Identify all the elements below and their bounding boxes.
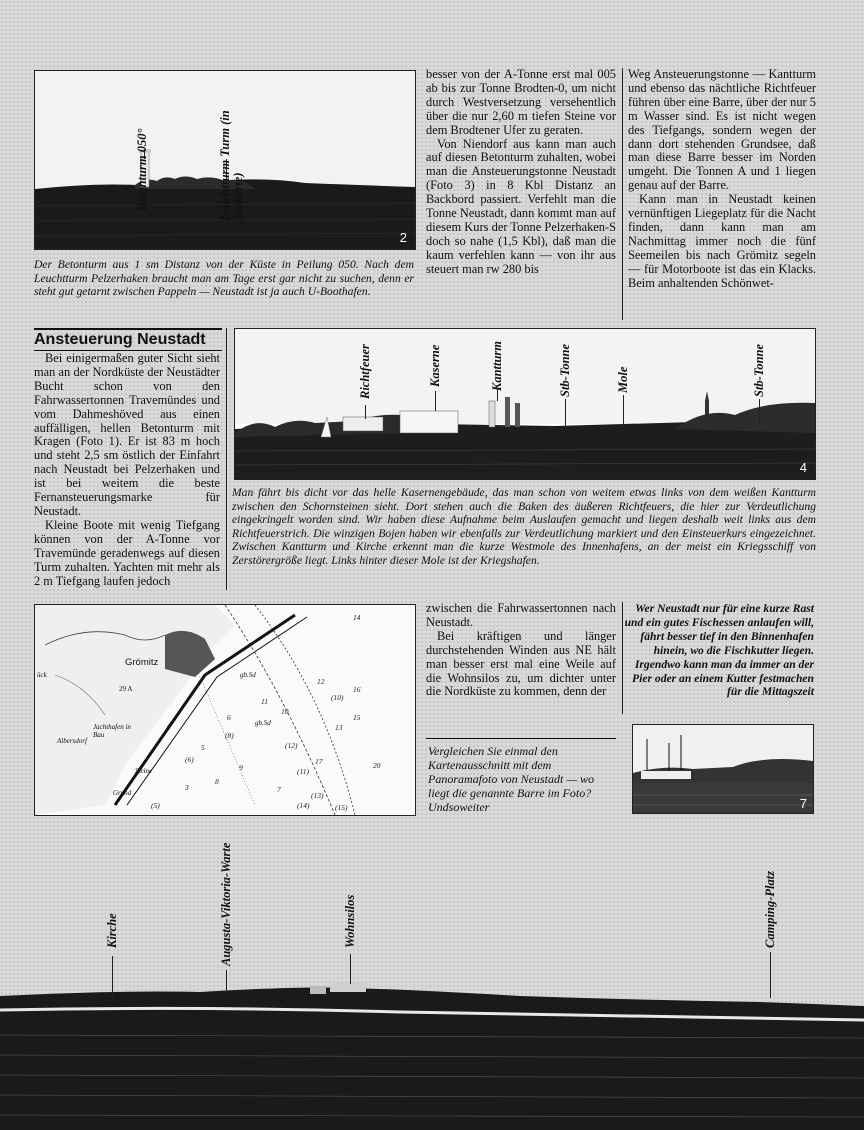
map-label-grund: Grund	[113, 789, 132, 797]
map-depth-sounding: (14)	[297, 801, 310, 810]
column-bottom-middle	[426, 602, 616, 699]
panorama-label-augusta-viktoria-warte: Augusta-Viktoria-Warte	[219, 842, 233, 966]
map-caption-rule	[426, 738, 616, 739]
panorama-label-wohnsilos: Wohnsilos	[343, 894, 357, 948]
map-depth-sounding: 15	[353, 713, 361, 722]
map-depth-sounding: (12)	[285, 741, 298, 750]
photo2-caption: Der Betonturm aus 1 sm Distanz von der Küste in Peilung 050. Nach dem Leuchtturm Pelzerhaken braucht man am Tage erst gar nicht zu suchen, denn er steht gut getarnt zwischen Pappeln — Neustadt ist ja auch U-Boothafen.	[34, 258, 414, 299]
chart-map	[34, 604, 416, 816]
map-label-gbsd-1: gb.Sd	[240, 671, 256, 679]
column-top-right	[628, 68, 816, 291]
map-label-albersdorf: Albersdorf	[57, 737, 87, 745]
paragraph: Kleine Boote mit wenig Tiefgang können von der A-Tonne vor Travemünde geradenwegs auf diesen Turm zuhalten. Yachten mit mehr als 2 m Tiefgang laufen jedoch	[34, 517, 220, 588]
column-divider	[622, 602, 623, 714]
photo-fischkutter-hafen	[632, 724, 814, 814]
photo4-label-kaserne: Kaserne	[428, 344, 442, 387]
paragraph: Weg Ansteuerungstonne — Kantturm und ebenso das nächtliche Richtfeuer führen über eine Barre, über der nur 5 m Wasser sind. Es ist nicht wegen des Tiefgangs, sondern wegen der dann dort stehenden Grundsee, daß man diese Barre besser im Norden umgeht. Die Tonnen A und 1 liegen genau auf der Barre.	[628, 67, 816, 193]
chart-map-drawing	[35, 605, 415, 815]
paragraph: Kann man in Neustadt keinen vernünftigen Liegeplatz für die Nacht finden, dann kann man am Nachmittag immer noch die fünf Seemeilen bis nach Grömitz segeln — für Motorboote ist das ein Klacks. Beim anhaltenden Schönwet-	[628, 192, 816, 290]
photo2-label-leuchtturm: Leuchtturm Turm (in Seekarte)	[218, 110, 245, 221]
panorama-label-kirche: Kirche	[105, 913, 119, 948]
map-depth-sounding: 6	[227, 713, 231, 722]
panorama-label-camping-platz: Camping-Platz	[763, 870, 777, 948]
map-depth-sounding: (15)	[335, 803, 348, 812]
map-depth-sounding: 8	[215, 777, 219, 786]
paragraph: Bei kräftigen und länger durchstehenden Winden aus NE hält man besser erst mal eine Weile auf die Wohnsilos zu, um dichter unter die Nordküste zu kommen, denn der	[426, 628, 616, 699]
photo2-number: 2	[399, 230, 407, 245]
column-top-middle	[426, 68, 616, 277]
map-depth-sounding: 14	[353, 613, 361, 622]
section-heading: Ansteuerung Neustadt	[34, 331, 206, 348]
map-depth-sounding: 4	[167, 721, 171, 730]
photo-coast-panorama	[0, 820, 864, 1130]
paragraph: zwischen die Fahrwassertonnen nach Neustadt.	[426, 601, 616, 629]
map-depth-sounding: 3	[185, 783, 189, 792]
photo4-label-mole: Mole	[616, 366, 630, 393]
map-label-ueck: ück	[37, 671, 47, 679]
map-caption: Vergleichen Sie einmal den Kartenausschnitt mit dem Panoramafoto von Neustadt — wo liegt die genannte Barre im Foto? Undsoweiter	[428, 744, 595, 814]
column-divider	[226, 328, 227, 590]
map-depth-sounding: 13	[335, 723, 343, 732]
photo-neustadt-panorama	[234, 328, 816, 480]
photo4-label-richtfeuer: Richtfeuer	[358, 344, 372, 399]
map-depth-sounding: 7	[277, 785, 281, 794]
photo-betonturm	[34, 70, 416, 250]
map-label-gbsd-2: gb.Sd	[255, 719, 271, 727]
paragraph: Von Niendorf aus kann man auch auf diesen Betonturm zuhalten, wobei man die Ansteuerungstonne Neustadt (Foto 3) in 8 Kbl Distanz an Backbord passiert. Verfehlt man die Tonne Neustadt, dann kommt man auf diesem Kurs der Tonne Pelzerhaken-S doch so nahe (1,5 Kbl), daß man die kaum verfehlen kann — von ihr aus steuert man rw 280 bis	[426, 136, 616, 276]
paragraph: Bei einigermaßen guter Sicht sieht man an der Nordküste der Neustädter Bucht schon von den Fahrwassertonnen Travemündes und vom Dahmeshöved aus einen auffälligen, hellen Betonturm mit Kragen (Foto 1). Er ist 83 m hoch und steht 2,5 sm östlich der Einfahrt nach Neustadt bei Pelzerhaken und ist bei weitem die beste Fernansteuerungsmarke für Neustadt.	[34, 351, 220, 518]
photo7-number: 7	[799, 796, 807, 811]
section-body	[34, 352, 220, 588]
map-depth-sounding: 5	[201, 743, 205, 752]
paragraph: besser von der A-Tonne erst mal 005 ab bis zur Tonne Brodten-0, um nicht durch Westversetzung versehentlich über die nur 2,60 m tiefen Steine vor dem Brodtener Ufer zu geraten.	[426, 67, 616, 137]
map-depth-sounding: 16	[353, 685, 361, 694]
photo2-label-betonturm: Betonturm 050°	[135, 128, 149, 211]
map-depth-sounding: (13)	[311, 791, 324, 800]
map-depth-sounding: 12	[317, 677, 325, 686]
photo7-image	[633, 725, 813, 813]
map-label-jachthafen: Jachthafen in Bau	[93, 723, 131, 739]
map-label-steine: Steine	[135, 767, 153, 775]
column-divider	[622, 68, 623, 320]
map-depth-sounding: (10)	[331, 693, 344, 702]
map-depth-sounding: (11)	[297, 767, 309, 776]
map-depth-sounding: 17	[315, 757, 323, 766]
map-depth-sounding: 20	[373, 761, 381, 770]
photo4-number: 4	[799, 460, 807, 475]
map-depth-sounding: 11	[261, 697, 268, 706]
map-depth-sounding: (6)	[185, 755, 194, 764]
map-label-29a: 29 A	[119, 685, 133, 693]
panorama-image	[0, 820, 864, 1130]
photo4-caption: Man fährt bis dicht vor das helle Kasernengebäude, das man schon von weitem etwas links von dem weißen Kantturm zwischen den Schornsteinen sieht. Dort stehen auch die Baken des äußeren Richtfeuers, die hier zur Verdeutlichung eingekringelt worden sind. Wir haben diese Aufnahme beim Auslaufen gemacht und liegen deshalb weit links aus dem Richtfeuerstrich. Die winzigen Bojen haben wir ebenfalls zur Verdeutlichung markiert und den Einsteuerkurs eingezeichnet. Zwischen Kantturm und Kirche erkennt man die kurze Westmole des Innenhafens, an der meist ein Kriegsschiff von Zerstörergröße liegt. Links hinter dieser Mole ist der Kriegshafen.	[232, 486, 816, 567]
map-depth-sounding: (5)	[151, 801, 160, 810]
photo4-label-stb-tonne-2: Stb-Tonne	[752, 343, 766, 397]
map-depth-sounding: 10	[281, 707, 289, 716]
map-place-groemitz: Grömitz	[125, 657, 159, 668]
photo4-label-kantturm: Kantturm	[490, 340, 504, 391]
photo7-caption: Wer Neustadt nur für eine kurze Rast und ein gutes Fischessen anlaufen will, fährt besser tief in den Binnenhafen hinein, wo die Fischkutter liegen. Irgendwo kann man da immer an der Pier oder an einem Kutter festmachen für die Mittagszeit	[624, 602, 814, 699]
section-heading-rule	[34, 328, 222, 330]
map-depth-sounding: (8)	[225, 731, 234, 740]
photo4-image	[235, 329, 815, 479]
photo4-label-stb-tonne: Stb-Tonne	[558, 343, 572, 397]
map-depth-sounding: 9	[239, 763, 243, 772]
